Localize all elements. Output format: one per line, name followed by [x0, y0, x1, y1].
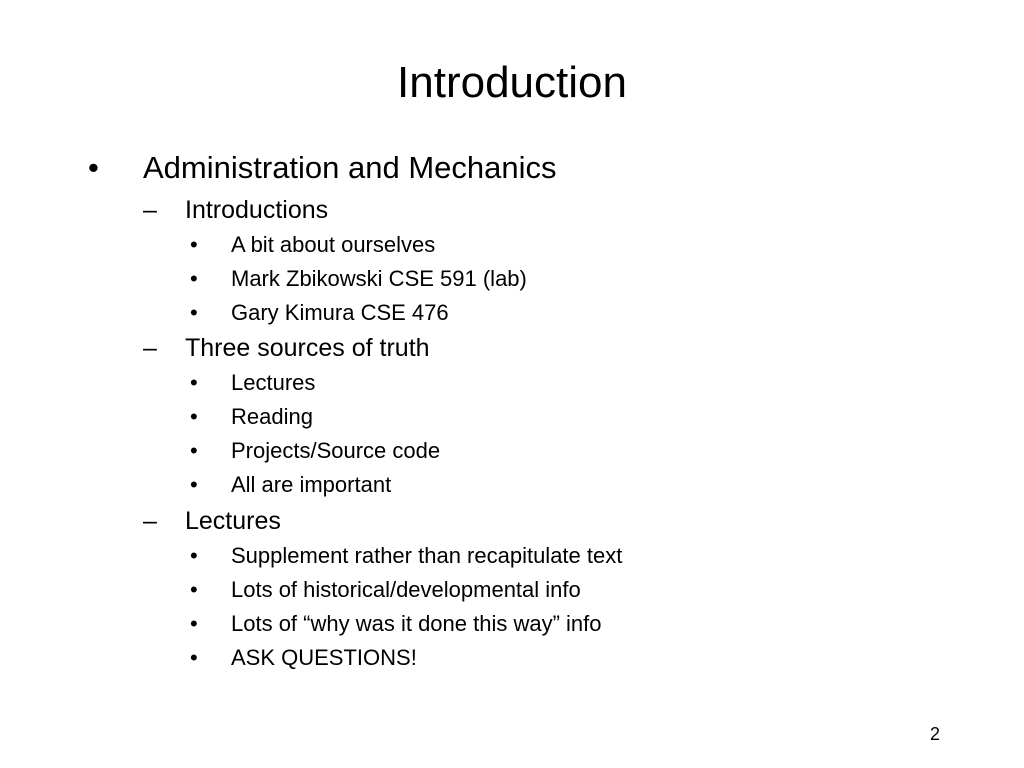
- level3-bullet-marker: •: [190, 438, 198, 463]
- level3-bullet-marker: •: [190, 300, 198, 325]
- list-item: A bit about ourselves: [231, 232, 436, 257]
- level1-bullet-marker: •: [88, 150, 99, 185]
- section-label-lectures: Lectures: [185, 507, 281, 535]
- list-item: Lots of historical/developmental info: [231, 577, 581, 602]
- list-item: Supplement rather than recapitulate text: [231, 543, 623, 568]
- section-label-introductions: Introductions: [185, 196, 329, 224]
- level1-heading: Administration and Mechanics: [143, 150, 557, 185]
- level3-bullet-marker: •: [190, 404, 198, 429]
- level3-bullet-marker: •: [190, 577, 198, 602]
- level3-bullet-marker: •: [190, 232, 198, 257]
- list-item: ASK QUESTIONS!: [231, 645, 417, 670]
- level3-bullet-marker: •: [190, 370, 198, 395]
- level3-bullet-marker: •: [190, 472, 198, 497]
- list-item: Mark Zbikowski CSE 591 (lab): [231, 266, 527, 291]
- level3-bullet-marker: •: [190, 645, 198, 670]
- list-item: Reading: [231, 404, 313, 429]
- list-item: Lectures: [231, 370, 316, 395]
- page-number: 2: [929, 724, 940, 744]
- list-item: Lots of “why was it done this way” info: [231, 611, 602, 636]
- level2-dash-marker: –: [143, 334, 157, 362]
- list-item: Projects/Source code: [231, 438, 441, 463]
- list-item: All are important: [231, 472, 392, 497]
- list-item: Gary Kimura CSE 476: [231, 300, 449, 325]
- level2-dash-marker: –: [143, 507, 157, 535]
- level3-bullet-marker: •: [190, 543, 198, 568]
- slide-title: Introduction: [397, 58, 627, 107]
- level3-bullet-marker: •: [190, 266, 198, 291]
- level2-dash-marker: –: [143, 196, 157, 224]
- section-label-sources-of-truth: Three sources of truth: [185, 334, 430, 362]
- level3-bullet-marker: •: [190, 611, 198, 636]
